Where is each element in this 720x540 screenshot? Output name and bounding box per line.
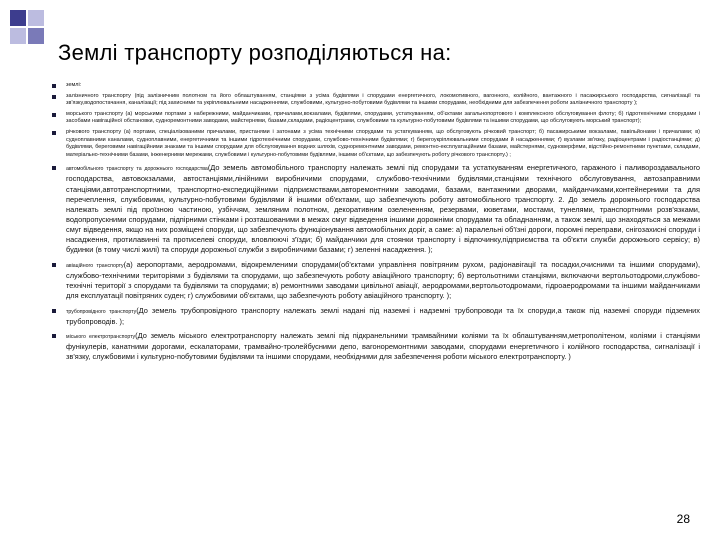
item-text: річкового транспорту (а) портами, спеціалізованими причалами, пристанями і затонами з усіма технічними спорудами та устаткуванням, що обслуговують річковий транспорт; б) пасажирськими вокзалами, павільйонами і причалами; в) судноплавними каналами, судноплавними, енергетичними та іншими гідротехнічними спорудами, службово-технічними будівлями; г) берегоукріплювальними спорудами й насадженнями; ґ) вузлами зв'язку, радіоцентрами і радіостанціями; д) будівлями, береговими навігаційними знаками та іншими спорудами для обслуговування водних шляхів, судноремонтними заводами, ремонтно-експлуатаційними базами, майстернями, судноверфями, відстійно-ремонтними пунктами, складами, матеріально-технічними базами, інженерними мережами, службовими і культурно-побутовими будівлями, іншими об'єктами, що забезпечують роботу річкового транспорту.) ; — [66, 128, 700, 158]
slide-title: Землі транспорту розподіляються на: — [58, 40, 452, 65]
bullet-icon — [52, 263, 56, 267]
item-text: (До земель трубопровідного транспорту належать землі надані під наземні і надземні трубопроводи та їх споруди,а також під наземні споруди підземних трубопроводів. ); — [66, 305, 700, 326]
item-lead: міського електротранспорту — [66, 333, 136, 340]
bullet-icon — [52, 309, 56, 313]
item-lead: трубопровідного транспорту — [66, 308, 137, 315]
list-item — [52, 93, 700, 108]
item-lead: автомобільного транспорту та дорожнього господарства — [66, 166, 208, 173]
slide-body — [52, 82, 700, 366]
list-item — [52, 163, 700, 255]
list-item — [52, 129, 700, 159]
item-text: землі: — [66, 82, 82, 88]
decor-square — [28, 10, 44, 26]
decor-square — [10, 28, 26, 44]
item-text: (а) аеропортами, аеродромами, відокремленими спорудами(об'єктами управління повітряним рухом, радіонавігації та посадки,очисними та іншими спорудами), службово-технічними територіями з будівлями та спорудами, що забезпечують роботу авіаційного транспорту; б) вертольотними станціями, включаючи вертольотодроми,службово-технічні території з спорудами та будівлями та спорудами; в) ремонтними заводами цивільної авіації, аеродромами,вертольотодромами, гідроаеродромами та іншими майданчиками для експлуатації повітряних суден; г) службовими об'єктами, що забезпечують роботу авіаційного транспорту. ); — [66, 260, 701, 301]
list-item — [52, 82, 700, 90]
page-number: 28 — [676, 512, 690, 526]
item-lead: авіаційного транспорту — [66, 263, 124, 270]
list-item — [52, 306, 700, 327]
bullet-icon — [52, 113, 56, 117]
list-item — [52, 260, 700, 301]
bullet-icon — [52, 334, 56, 338]
bullet-icon — [52, 166, 56, 170]
list-item — [52, 111, 700, 126]
item-text: (До земель міського електротранспорту належать землі під підкранельними трамвайними коліями та їх облаштуванням,метрополітеном, коліями і станціями фунікулерів, канатними дорогами, ескалаторами, трамвайно-тролейбусними депо, вагоноремонтними заводами, спорудами енергетичного і колійного господарства, сигналізації і зв'язку, службовими і культурно-побутовими будівлями та іншими спорудами, необхідними для забезпечення роботи міського електротранспорту. ) — [66, 330, 700, 361]
item-text: залізничного транспорту (під залізничним полотном та його облаштуванням, станціями з усіма будівлями і спорудами енергетичного, локомотивного, вагонного, колійного, вантажного і пасажирського господарства, сигналізації та зв'язку,водопостачання, каналізації; під захисними та укріплювальними насадженнями, службовими, культурно-побутовими будівлями та іншими спорудами, необхідними для забезпечення роботи залізничного транспорту ); — [66, 92, 700, 107]
bullet-icon — [52, 84, 56, 88]
bullet-icon — [52, 131, 56, 135]
decor-square — [28, 28, 44, 44]
list-item — [52, 331, 700, 362]
item-text: морського транспорту (а) морськими портами з набережними, майданчиками, причалами,вокзалами, будівлями, спорудами, устаткуванням, об'єктами загальнопортового і комплексного обслуговування флоту; б) гідротехнічними спорудами і засобами навігаційної обстановки, судноремонтними заводами, майстернями, базами,складами, радіоцентрами, службовими та культурно-побутовими будівлями та іншими спорудами, що обслуговують морський транспорт); — [66, 110, 700, 125]
item-text: (До земель автомобільного транспорту належать землі під спорудами та устаткуванням енергетичного, гаражного і паливороздавального господарства, автовокзалами, автостанціями,лінійними виробничими спорудами, службово-технічними будівлями,станціями технічного обслуговування, автозаправними станціями,автотранспортними, транспортно-експедиційними підприємствами,авторемонтними заводами, базами, вантажними дворами, майданчиками,контейнерними та для перечеплення, службовими, культурно-побутовими будівлями й іншими об'єктами, що забезпечують роботу автомобільного транспорту. 2. До земель дорожнього господарства належать землі під проїзною частиною, узбіччям, земляним полотном, декоративним озелененням, резервами, кюветами, мостами, тунелями, транспортними розв'язками, водопропускними спорудами, підпірними стінками і розташованими в межах смуг відведення іншими дорожніми спорудами та обладнанням, а також землі, що знаходяться за межами смуг відведення, якщо на них розміщені споруди, що забезпечують функціонування автомобільних доріг, а саме: а) паралельні об'їзні дороги, поромні переправи, снігозахисні споруди і насадження, протилавинні та протиселеві споруди, вловлюючі з'їзди; б) майданчики для стоянки транспорту і відпочинку,підприємства та об'єкти служби дорожнього сервісу; в) будинки (в тому числі жилі) та споруди дорожньої служби з виробничими базами; г) зеленні насадження. ); — [66, 163, 700, 255]
decor-square — [10, 10, 26, 26]
bullet-icon — [52, 95, 56, 99]
